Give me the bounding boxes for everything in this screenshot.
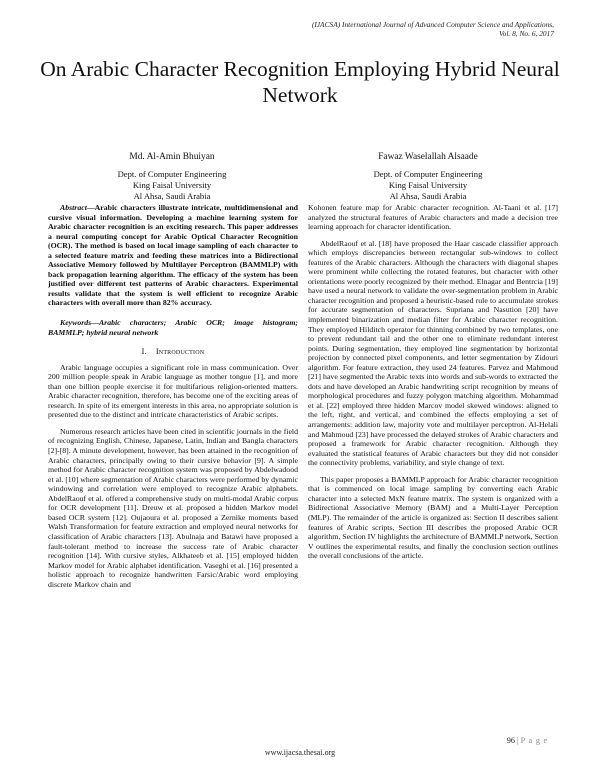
section-heading (48, 347, 298, 357)
author-city: Al Ahsa, Saudi Arabia (133, 191, 211, 201)
section-number: I. (141, 347, 147, 357)
paragraph: Numerous research articles have been cited in scientific journals in the field of recognizing English, Chinese, Japanese, Latin, Indian and Bangla characters [2]-[8]. A minute development, however, has been attained in the recognition of Arabic characters, principally owing to their cursive behavior [9]. A simple method for Arabic character recognition system was proposed by Abdelwadood et al. [10] where segmentation of Arabic characters were performed by dynamic windowing and correlation were employed to recognize Arabic alphabets. AbdelRaouf et al. offered a comprehensive study on multi-modal Arabic corpus for OCR development [11]. Dreuw et al. proposed a hidden Markov model based OCR system [12]. Oujaoura et al. proposed a Zernike moments based Walsh Transformation for feature extraction and employed neural networks for classification of Arabic characters [13]. Abulnaja and Batawi have proposed a fault-tolerant method to increase the success rate of Arabic character recognition [14]. With cursive styles, Alkhateeb et al. [15] employed hidden Markov model for Arabic alphabet identification. Vaseghi et al. [16] presented a holistic approach to recognize handwritten Farsic/Arabic word employing discrete Markov chain and (48, 426, 298, 589)
author-name: Fawaz Waselallah Alsaade (378, 152, 478, 162)
abstract (48, 203, 298, 308)
author-dept: Dept. of Computer Engineering (117, 169, 227, 179)
paragraph: Arabic language occupies a significant role in mass communication. Over 200 million people speak in Arabic language as mother tongue [1], and more than one billion people exercise it for multifarious religion-oriented matters. Arabic character recognition, therefore, has become one of the exciting areas of research. In spite of its emergent interests in this area, no appropriate solution is presented due to the distinct and intricate characteristics of Arabic scripts. (48, 362, 298, 420)
paper-title: On Arabic Character Recognition Employing Hybrid Neural Network (40, 57, 560, 107)
journal-header (312, 20, 554, 38)
paragraph: This paper proposes a BAMMLP approach for Arabic character recognition that is commenced on local image sampling by converting each Arabic character into a selected MxN feature matrix. The system is organized with a Bidirectional Associative Memory (BAM) and a Multi-Layer Perception (MLP). The remainder of the article is organized as: Section II describes salient features of Arabic scripts, Section III describes the proposed Arabic OCR algorithm, Section IV highlights the architecture of BAMMLP network, Section V outlines the experimental results, and finally the conclusion section outlines the overall conclusions of the article. (308, 474, 558, 561)
section-title: Introduction (155, 347, 205, 357)
page-number-value: 96 (506, 736, 515, 745)
journal-name: (IJACSA) International Journal of Advanced Computer Science and Applications, (311, 20, 554, 29)
author-city: Al Ahsa, Saudi Arabia (389, 191, 467, 201)
paragraph: Kohonen feature map for Arabic character recognition. Al-Taani et al. [17] analyzed the structural features of Arabic characters and made a decision tree learning approach for character identification. (308, 203, 558, 232)
abstract-label: Abstract (60, 203, 87, 212)
author-university: King Faisal University (388, 180, 468, 190)
author-dept: Dept. of Computer Engineering (373, 169, 483, 179)
page-word: P a g e (520, 736, 548, 745)
author-university: King Faisal University (132, 180, 212, 190)
left-column (48, 203, 298, 589)
journal-volume: Vol. 8, No. 6, 2017 (498, 29, 554, 38)
right-column (308, 203, 558, 561)
author-block-1 (52, 152, 292, 202)
paragraph: AbdelRaouf et al. [18] have proposed the Haar cascade classifier approach which employs discrepancies between rectangular sub-windows to collect features of the Arabic characters. Although the characters with diagonal shapes were prominent while collecting the rotated features, but character with other orientations were poorly recognized by their method. Elnagar and Bentrcia [19] have used a neural network to validate the over-segmentation problem in Arabic character recognition and proposed a heuristic-based rule to accumulate strokes for accurate segmentation of characters. Supriana and Nasution [20] have implemented binarization and median filter for Arabic character recognition. They employed Hilditch operator for thinning combined by two templates, one to prevent redundant tail and the other one to eliminate redundant interest points. During segmentation, they employed line segmentation by horizontal projection by connected pixel components, and letter segmentation by Zidouri algorithm. For feature extraction, they used 24 features. Parvez and Mahmoud [21] have segmented the Arabic texts into words and sub-words to extracted the dots and have developed an Arabic handwriting script recognition by means of morphological procedures and fuzzy polygon matching algorithm. Mohammad et al. [22] employed three hidden Marcov model skewed windows: aligned to the left, right, and vertical, and combined the effects employing a set of arrangements: addition law, majority vote and multilayer perceptron. Al-Helali and Mahmoud [23] have processed the delayed strokes of Arabic characters and proposed a framework for Arabic character recognition. Although they evaluated the statistical features of Arabic characters but they did not consider the connectivity problems, variability, and style change of text. (308, 238, 558, 468)
page-separator: | (516, 736, 519, 745)
author-block-2 (308, 152, 548, 202)
author-name: Md. Al-Amin Bhuiyan (129, 152, 215, 162)
abstract-text: —Arabic characters illustrate intricate, multidimensional and cursive visual information. Developing a machine learning system for Arabic character recognition is an exciting research. This paper addresses a neural computing concept for Arabic Optical Character Recognition (OCR). The method is based on local image sampling of each character to a selected feature matrix and feeding these matrices into a Bidirectional Associative Memory followed by Multilayer Perceptron (BAMMLP) with back propagation learning algorithm. The efficacy of the system has been justified over different test patterns of Arabic characters. Experimental results validate that the system is well efficient to recognize Arabic characters with overall more than 82% accuracy. (48, 203, 298, 308)
page-number (507, 736, 548, 745)
journal-url: www.ijacsa.thesai.org (264, 748, 336, 757)
keywords: Keywords—Arabic characters; Arabic OCR; image histogram; BAMMLP; hybrid neural network (48, 318, 298, 337)
